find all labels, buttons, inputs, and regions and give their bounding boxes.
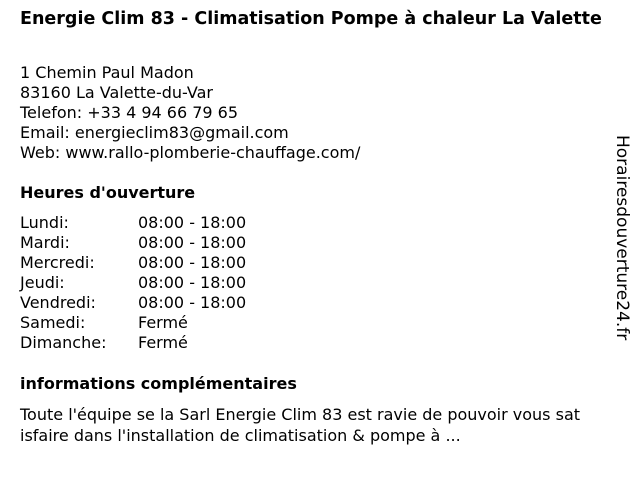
address-street: 1 Chemin Paul Madon	[20, 63, 194, 82]
day-label: Lundi:	[20, 213, 69, 232]
day-label: Mercredi:	[20, 253, 95, 272]
day-hours: Fermé	[138, 333, 188, 352]
business-name: Energie Clim 83 - Climatisation Pompe à chaleur La Valette	[20, 9, 602, 29]
phone-line: Telefon: +33 4 94 66 79 65	[20, 103, 239, 122]
day-label: Dimanche:	[20, 333, 107, 352]
day-hours: 08:00 - 18:00	[138, 293, 247, 312]
day-label: Mardi:	[20, 233, 70, 252]
day-hours: 08:00 - 18:00	[138, 233, 247, 252]
opening-hours-heading: Heures d'ouverture	[20, 183, 196, 202]
business-description: Toute l'équipe se la Sarl Energie Clim 83 est ravie de pouvoir vous satisfaire dans l'installation de climatisation & pompe à ...	[20, 405, 581, 445]
additional-info-heading: informations complémentaires	[20, 374, 297, 393]
day-label: Jeudi:	[20, 273, 65, 292]
day-label: Vendredi:	[20, 293, 96, 312]
day-label: Samedi:	[20, 313, 86, 332]
day-hours: 08:00 - 18:00	[138, 213, 247, 232]
address-city: 83160 La Valette-du-Var	[20, 83, 213, 102]
day-hours: 08:00 - 18:00	[138, 273, 247, 292]
site-watermark: Horairesdouverture24.fr	[612, 135, 632, 341]
email-line: Email: energieclim83@gmail.com	[20, 123, 289, 142]
day-hours: 08:00 - 18:00	[138, 253, 247, 272]
contact-block	[20, 63, 360, 163]
day-hours: Fermé	[138, 313, 188, 332]
website-line: Web: www.rallo-plomberie-chauffage.com/	[20, 143, 361, 162]
